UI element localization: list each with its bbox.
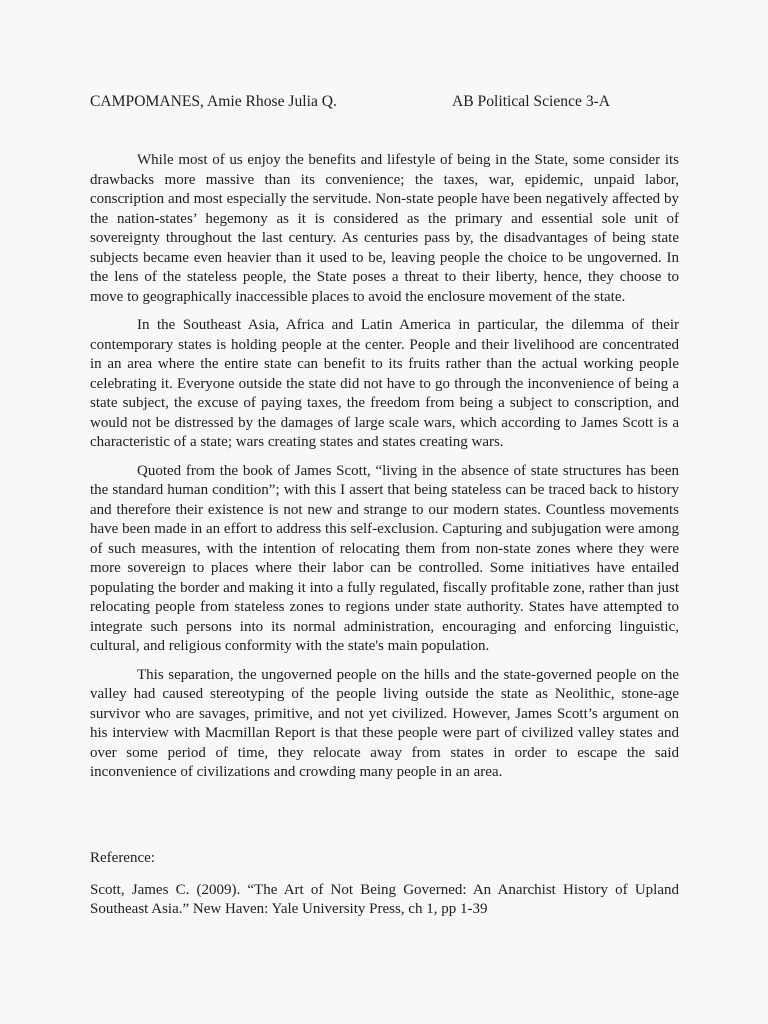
- paragraph-1: While most of us enjoy the benefits and lifestyle of being in the State, some consider its drawbacks more massive than its convenience; the taxes, war, epidemic, unpaid labor, conscription and most especially the servitude. Non-state people have been negatively affected by the nation-states’ hegemony as it is considered as the primary and essential sole unit of sovereignty throughout the last century. As centuries pass by, the disadvantages of being state subjects became even heavier than it used to be, leaving people the choice to be ungoverned. In the lens of the stateless people, the State poses a threat to their liberty, hence, they choose to move to geographically inaccessible places to avoid the enclosure movement of the state.: [90, 152, 679, 305]
- essay-body: [90, 151, 679, 792]
- paragraph-2: In the Southeast Asia, Africa and Latin America in particular, the dilemma of their contemporary states is holding people at the center. People and their livelihood are concentrated in an area where the entire state can benefit to its fruits rather than the actual working people celebrating it. Everyone outside the state did not have to go through the inconvenience of being a state subject, the excuse of paying taxes, the freedom from being a subject to conscription, and would not be distressed by the damages of large scale wars, which according to James Scott is a characteristic of a state; wars creating states and states creating wars.: [90, 317, 679, 450]
- paragraph-4: This separation, the ungoverned people on the hills and the state-governed people on the valley had caused stereotyping of the people living outside the state as Neolithic, stone-age survivor who are savages, primitive, and not yet civilized. However, James Scott’s argument on his interview with Macmillan Report is that these people were part of civilized valley states and over some period of time, they relocate away from states in order to escape the said inconvenience of civilizations and crowding many people in an area.: [90, 666, 679, 780]
- reference-label: Reference:: [90, 850, 155, 866]
- reference-entry: Scott, James C. (2009). “The Art of Not Being Governed: An Anarchist History of Upland Southeast Asia.” New Haven: Yale University Press, ch 1, pp 1-39: [90, 881, 679, 917]
- author-name: CAMPOMANES, Amie Rhose Julia Q.: [90, 93, 337, 110]
- reference-section: [90, 849, 679, 920]
- paragraph-3: Quoted from the book of James Scott, “living in the absence of state structures has been the standard human condition”; with this I assert that being stateless can be traced back to history and therefore their existence is not new and strange to our modern states. Countless movements have been made in an effort to address this self-exclusion. Capturing and subjugation were among of such measures, with the intention of relocating them from non-state zones where they were more sovereign to places where their labor can be controlled. Some initiatives have entailed populating the border and making it into a fully regulated, fiscally profitable zone, rather than just relocating people from stateless zones to regions under state authority. States have attempted to integrate such persons into its normal administration, encouraging and enforcing linguistic, cultural, and religious conformity with the state's main population.: [90, 462, 679, 654]
- course-section: AB Political Science 3-A: [452, 93, 611, 110]
